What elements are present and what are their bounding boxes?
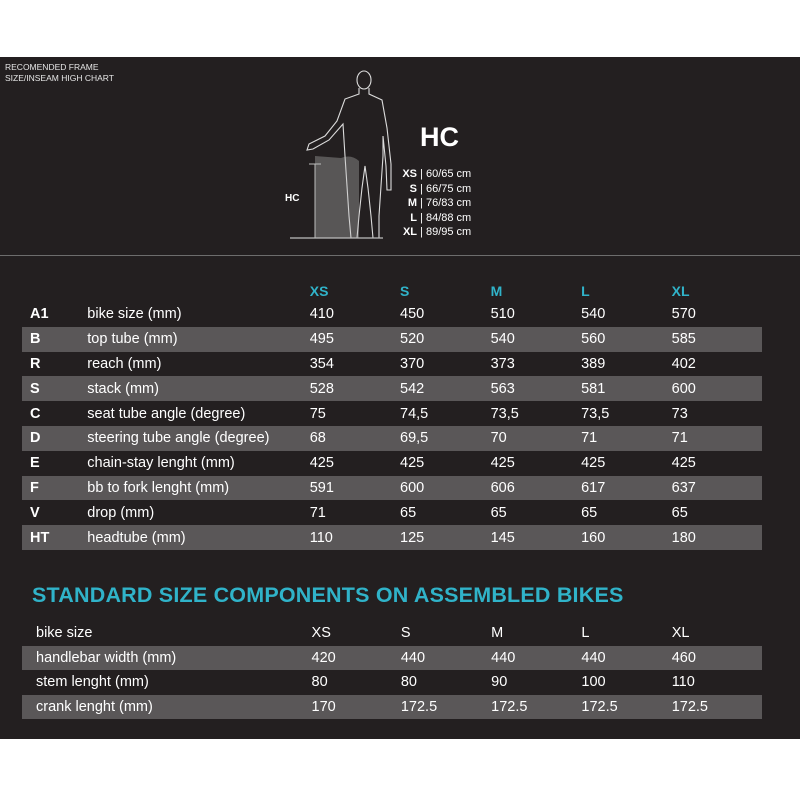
cell-value: 440	[581, 646, 671, 671]
cell-value: 180	[672, 525, 762, 550]
cell-value: 410	[309, 306, 334, 323]
cell-value: 425	[490, 455, 515, 472]
chart-title-line1: RECOMENDED FRAME	[5, 62, 99, 72]
size-column-header: S	[400, 283, 410, 299]
cell-value: 637	[672, 476, 762, 501]
row-code: B	[22, 327, 87, 352]
cell-value: 73	[671, 405, 688, 422]
cell-value: 145	[491, 525, 582, 550]
cell-value: 563	[491, 376, 582, 401]
cell-value: 65	[490, 504, 507, 521]
row-code: C	[30, 405, 41, 422]
cell-value: 373	[490, 355, 515, 372]
cell-value: 425	[581, 455, 606, 472]
cell-value: 460	[672, 646, 762, 671]
cell-value: 80	[400, 674, 417, 691]
table-row	[22, 401, 762, 426]
cell-value: 450	[400, 306, 425, 323]
row-label: crank lenght (mm)	[22, 695, 312, 720]
table-row	[22, 621, 762, 646]
chart-title-line2: SIZE/INSEAM HIGH CHART	[5, 73, 114, 83]
cell-value: 172.5	[672, 695, 762, 720]
rider-figure-icon	[285, 66, 395, 246]
cell-value: 591	[310, 476, 400, 501]
cell-value: 172.5	[401, 695, 491, 720]
cell-value: 440	[491, 646, 581, 671]
inseam-row-xs: XS | 60/65 cm	[402, 168, 472, 180]
row-code: S	[22, 376, 87, 401]
cell-value: 160	[581, 525, 672, 550]
row-label: chain-stay lenght (mm)	[87, 455, 235, 472]
hc-heading: HC	[420, 122, 459, 152]
row-label: stem lenght (mm)	[36, 674, 149, 691]
table-row	[22, 646, 762, 671]
cell-value: 389	[581, 355, 606, 372]
cell-value: 528	[310, 376, 400, 401]
table-row	[22, 327, 762, 352]
table-row	[22, 670, 762, 695]
size-column-header: XL	[671, 283, 690, 299]
inseam-row-s: S | 66/75 cm	[409, 182, 472, 195]
cell-value: 542	[400, 376, 491, 401]
cell-value: 354	[309, 355, 334, 372]
table-row	[22, 451, 762, 476]
cell-value: 170	[312, 695, 401, 720]
cell-value: 420	[312, 646, 401, 671]
cell-value: 71	[672, 426, 762, 451]
cell-value: 606	[491, 476, 582, 501]
row-code: A1	[30, 306, 49, 323]
cell-value: 440	[401, 646, 491, 671]
row-label: seat tube angle (degree)	[87, 405, 246, 422]
components-section-title: STANDARD SIZE COMPONENTS ON ASSEMBLED BIKES	[32, 583, 624, 607]
cell-value: 172.5	[491, 695, 581, 720]
row-code: E	[30, 455, 40, 472]
cell-value: 100	[581, 674, 606, 691]
row-code: HT	[22, 525, 87, 550]
table-row	[22, 302, 762, 327]
components-table	[22, 621, 762, 719]
cell-value: 65	[671, 504, 688, 521]
table-row	[22, 376, 762, 401]
cell-value: 80	[311, 674, 328, 691]
table-row	[22, 500, 762, 525]
cell-value: 74,5	[400, 405, 429, 422]
cell-value: S	[400, 625, 411, 642]
section-divider	[0, 255, 800, 256]
cell-value: 90	[491, 674, 508, 691]
cell-value: 69,5	[400, 426, 491, 451]
cell-value: M	[491, 625, 504, 642]
cell-value: XL	[671, 625, 690, 642]
row-label: stack (mm)	[87, 376, 309, 401]
cell-value: 402	[671, 355, 696, 372]
row-label: headtube (mm)	[87, 525, 309, 550]
cell-value: 125	[400, 525, 491, 550]
row-code: V	[30, 504, 40, 521]
cell-value: 520	[400, 327, 491, 352]
cell-value: 581	[581, 376, 672, 401]
cell-value: 617	[581, 476, 672, 501]
inseam-row-l: L | 84/88 cm	[410, 211, 472, 224]
cell-value: 73,5	[581, 405, 610, 422]
cell-value: 172.5	[581, 695, 671, 720]
cell-value: 71	[581, 426, 672, 451]
row-label: handlebar width (mm)	[22, 646, 312, 671]
row-code: R	[30, 355, 41, 372]
cell-value: 71	[309, 504, 326, 521]
table-row	[22, 352, 762, 377]
cell-value: 110	[671, 674, 695, 691]
size-column-header: XS	[309, 283, 329, 299]
cell-value: 110	[310, 525, 400, 550]
size-column-header: M	[490, 283, 503, 299]
row-label: drop (mm)	[87, 504, 155, 521]
cell-value: 70	[491, 426, 582, 451]
table-row	[22, 426, 762, 451]
cell-value: 73,5	[490, 405, 519, 422]
row-label: reach (mm)	[87, 355, 162, 372]
row-label: bike size (mm)	[87, 306, 182, 323]
row-code: F	[22, 476, 87, 501]
inseam-size-legend	[395, 167, 495, 240]
cell-value: 425	[671, 455, 696, 472]
table-row	[22, 695, 762, 720]
cell-value: 425	[309, 455, 334, 472]
cell-value: 495	[310, 327, 400, 352]
cell-value: L	[581, 625, 590, 642]
cell-value: 68	[310, 426, 400, 451]
cell-value: 600	[400, 476, 491, 501]
inseam-row-m: M | 76/83 cm	[407, 197, 472, 209]
cell-value: 540	[581, 306, 606, 323]
table-row	[22, 476, 762, 501]
row-label: top tube (mm)	[87, 327, 309, 352]
cell-value: 585	[672, 327, 762, 352]
cell-value: 570	[671, 306, 696, 323]
cell-value: 75	[309, 405, 326, 422]
row-label: steering tube angle (degree)	[87, 426, 309, 451]
row-code: D	[22, 426, 87, 451]
cell-value: 65	[581, 504, 598, 521]
cell-value: 65	[400, 504, 417, 521]
cell-value: XS	[311, 625, 331, 642]
size-column-header: L	[581, 283, 590, 299]
row-label: bb to fork lenght (mm)	[87, 476, 309, 501]
cell-value: 540	[491, 327, 582, 352]
table-row	[22, 525, 762, 550]
hc-dimension-label: HC	[285, 193, 300, 204]
cell-value: 370	[400, 355, 425, 372]
geometry-table	[22, 280, 762, 550]
geometry-header-row	[22, 280, 762, 302]
inseam-row-xl: XL | 89/95 cm	[402, 226, 472, 238]
row-label: bike size	[36, 625, 93, 642]
cell-value: 425	[400, 455, 425, 472]
cell-value: 560	[581, 327, 672, 352]
cell-value: 600	[672, 376, 762, 401]
cell-value: 510	[490, 306, 515, 323]
